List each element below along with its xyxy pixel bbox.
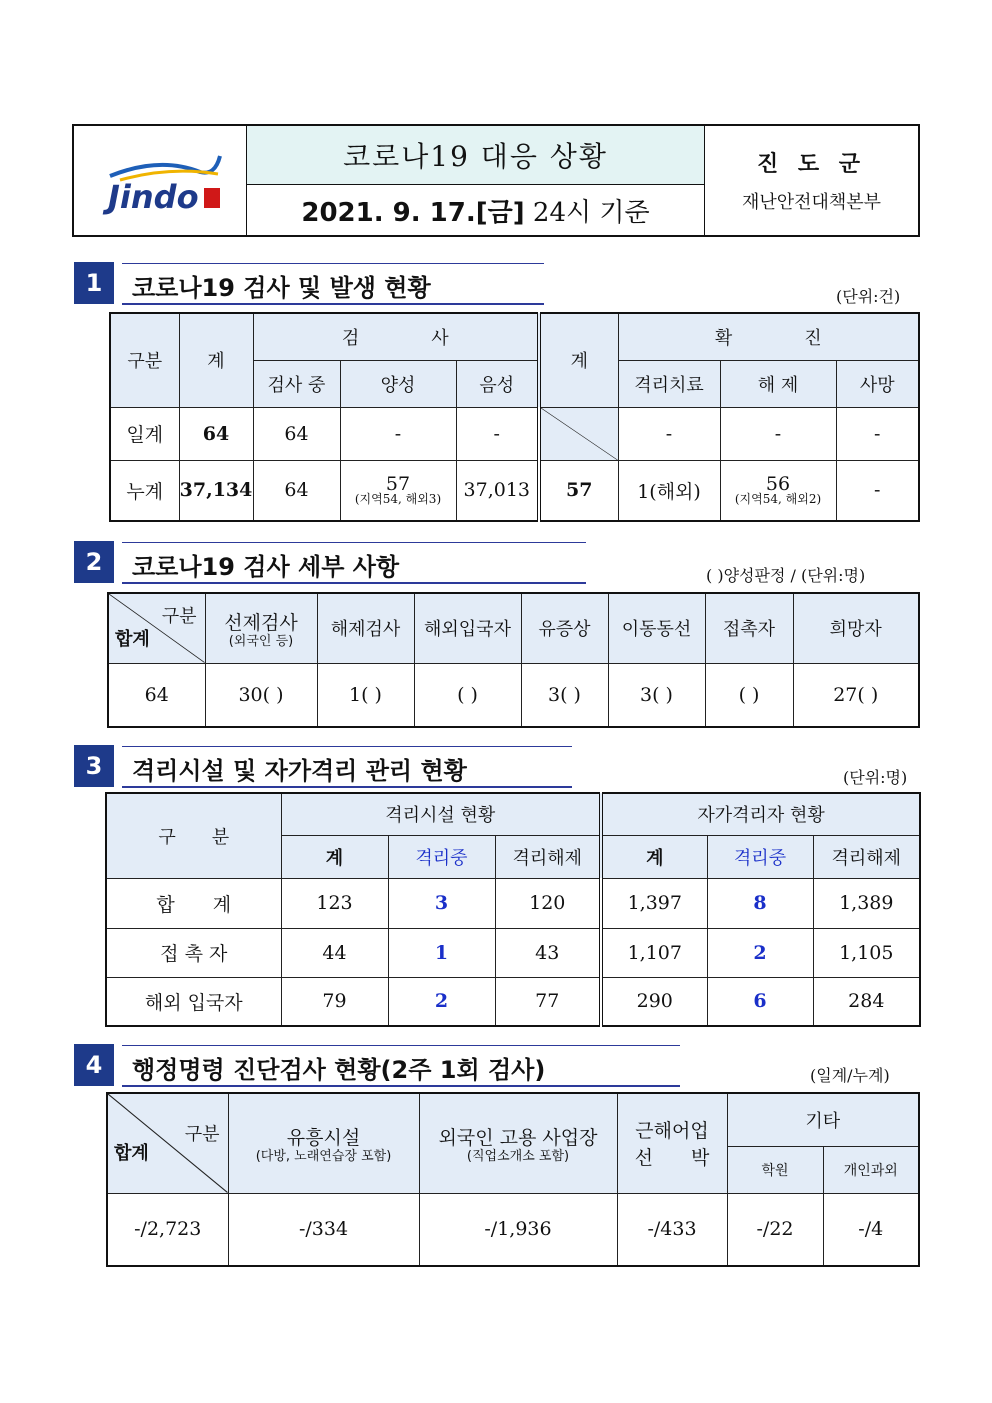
col-voluntary: 희망자 xyxy=(793,593,919,663)
cell: 120 xyxy=(495,878,601,928)
cell: 1,389 xyxy=(813,878,920,928)
section-title: 코로나19 검사 및 발생 현황 xyxy=(122,263,544,305)
cell: 3( ) xyxy=(521,663,608,727)
sub-label: (다방, 노래연습장 포함) xyxy=(255,1149,392,1165)
unit-label: (일계/누계) xyxy=(810,1066,890,1085)
col-isolation: 격리치료 xyxy=(618,360,720,407)
col-positive: 양성 xyxy=(340,360,456,407)
report-header xyxy=(72,124,920,237)
unit-label: (단위:건) xyxy=(836,287,901,306)
section-title: 행정명령 진단검사 현황(2주 1회 검사) xyxy=(122,1045,680,1087)
sub-label: (외국인 등) xyxy=(228,634,294,650)
cell: -/4 xyxy=(823,1193,919,1266)
row-label: 합 계 xyxy=(106,878,281,928)
table-row xyxy=(110,460,919,521)
section-number: 2 xyxy=(74,541,114,583)
cell: 1(해외) xyxy=(618,460,720,521)
col-private-tutoring: 개인과외 xyxy=(823,1146,919,1193)
col-gubun: 구 분 xyxy=(106,793,281,878)
col-negative: 음성 xyxy=(456,360,539,407)
sub-label: (직업소개소 포함) xyxy=(466,1149,570,1165)
gubun-label: 구분 xyxy=(184,1124,220,1145)
table-row xyxy=(110,407,919,460)
diagonal-header xyxy=(108,593,205,663)
cell: -/433 xyxy=(617,1193,727,1266)
col-academy: 학원 xyxy=(727,1146,823,1193)
total-label: 합계 xyxy=(115,628,150,650)
cell: 2 xyxy=(388,977,495,1026)
cell: 37,134 xyxy=(179,460,253,521)
cell: 1,397 xyxy=(601,878,707,928)
cell: - xyxy=(720,407,836,460)
cell: -/1,936 xyxy=(419,1193,617,1266)
cell: - xyxy=(456,407,539,460)
gubun-label: 구분 xyxy=(161,606,197,627)
col-test: 검 사 xyxy=(253,313,539,360)
col-entertainment xyxy=(228,1093,419,1193)
cell: 1( ) xyxy=(317,663,414,727)
cell: 6 xyxy=(707,977,813,1026)
col-etc: 기타 xyxy=(727,1093,919,1146)
cell: 1 xyxy=(388,928,495,977)
cell: -/334 xyxy=(228,1193,419,1266)
cell: 64 xyxy=(253,407,340,460)
col-released: 해 제 xyxy=(720,360,836,407)
table-row xyxy=(106,878,920,928)
admin-order-table xyxy=(106,1092,920,1267)
value: 56 xyxy=(765,472,791,495)
jindo-logo xyxy=(74,126,247,235)
date-text: 2021. 9. 17.[금] xyxy=(301,197,525,228)
value: 57 xyxy=(385,472,411,495)
time-basis: 24시 기준 xyxy=(524,197,650,228)
cell: 64 xyxy=(253,460,340,521)
cell: ( ) xyxy=(705,663,793,727)
cell: 27( ) xyxy=(793,663,919,727)
col-fishing-vessel xyxy=(617,1093,727,1193)
diagonal-header xyxy=(107,1093,228,1193)
diagonal-cell xyxy=(539,407,618,460)
col-overseas: 해외입국자 xyxy=(414,593,521,663)
cell: 44 xyxy=(281,928,388,977)
col-released: 격리해제 xyxy=(813,835,920,878)
cell: 8 xyxy=(707,878,813,928)
test-detail-table xyxy=(107,592,920,728)
svg-text:Jindo: Jindo xyxy=(108,177,199,216)
table-row xyxy=(108,663,919,727)
cell: -/2,723 xyxy=(107,1193,228,1266)
col-preemptive xyxy=(205,593,317,663)
table-row xyxy=(106,977,920,1026)
quarantine-table xyxy=(105,792,921,1027)
cell: 64 xyxy=(179,407,253,460)
cell: 123 xyxy=(281,878,388,928)
cell: 30( ) xyxy=(205,663,317,727)
label: 선 박 xyxy=(634,1147,710,1170)
row-label: 접 촉 자 xyxy=(106,928,281,977)
unit-label: ( )양성판정 / (단위:명) xyxy=(706,566,866,585)
col-released: 격리해제 xyxy=(495,835,601,878)
col-in-quarantine: 격리중 xyxy=(388,835,495,878)
cell: 3( ) xyxy=(608,663,705,727)
row-label: 일계 xyxy=(110,407,179,460)
col-release-test: 해제검사 xyxy=(317,593,414,663)
row-label: 누계 xyxy=(110,460,179,521)
table-row xyxy=(106,928,920,977)
label: 근해어업 xyxy=(635,1120,709,1143)
col-total: 계 xyxy=(601,835,707,878)
report-date xyxy=(247,185,704,235)
cell: - xyxy=(836,460,919,521)
col-confirmed: 확 진 xyxy=(618,313,919,360)
col-contact: 접촉자 xyxy=(705,593,793,663)
org-name: 진 도 군 xyxy=(756,152,867,177)
dept-name: 재난안전대책본부 xyxy=(741,192,882,213)
row-label: 해외 입국자 xyxy=(106,977,281,1026)
cell: ( ) xyxy=(414,663,521,727)
label: 외국인 고용 사업장 xyxy=(438,1127,598,1150)
cell: 2 xyxy=(707,928,813,977)
col-facility: 격리시설 현황 xyxy=(281,793,601,835)
label: 선제검사 xyxy=(224,612,298,635)
cell: 43 xyxy=(495,928,601,977)
section-title: 코로나19 검사 세부 사항 xyxy=(122,542,586,584)
cell xyxy=(340,460,456,521)
cell: 1,107 xyxy=(601,928,707,977)
cell: -/22 xyxy=(727,1193,823,1266)
section-number: 1 xyxy=(74,262,114,304)
cell: 64 xyxy=(108,663,205,727)
col-death: 사망 xyxy=(836,360,919,407)
cell: 37,013 xyxy=(456,460,539,521)
cell: 3 xyxy=(388,878,495,928)
col-route: 이동동선 xyxy=(608,593,705,663)
report-title: 코로나19 대응 상황 xyxy=(247,126,704,185)
cell xyxy=(720,460,836,521)
test-status-table xyxy=(109,312,920,522)
col-gubun: 구분 xyxy=(110,313,179,407)
sub-value: (지역54, 해외2) xyxy=(734,491,822,506)
col-total: 계 xyxy=(281,835,388,878)
total-label: 합계 xyxy=(114,1142,149,1164)
col-self-quarantine: 자가격리자 현황 xyxy=(601,793,920,835)
cell: 284 xyxy=(813,977,920,1026)
col-foreign-workplace xyxy=(419,1093,617,1193)
col-total: 계 xyxy=(179,313,253,407)
cell: - xyxy=(836,407,919,460)
cell: 290 xyxy=(601,977,707,1026)
section-number: 3 xyxy=(74,745,114,787)
col-in-quarantine: 격리중 xyxy=(707,835,813,878)
cell: - xyxy=(340,407,456,460)
sub-value: (지역54, 해외3) xyxy=(354,491,442,506)
section-title: 격리시설 및 자가격리 관리 현황 xyxy=(122,746,572,788)
table-row xyxy=(107,1193,919,1266)
col-total2: 계 xyxy=(539,313,618,407)
cell: 1,105 xyxy=(813,928,920,977)
label: 유흥시설 xyxy=(286,1127,361,1150)
section-number: 4 xyxy=(74,1044,114,1086)
col-testing: 검사 중 xyxy=(253,360,340,407)
cell: 77 xyxy=(495,977,601,1026)
cell: 57 xyxy=(539,460,618,521)
unit-label: (단위:명) xyxy=(843,768,908,787)
col-symptomatic: 유증상 xyxy=(521,593,608,663)
cell: 79 xyxy=(281,977,388,1026)
cell: - xyxy=(618,407,720,460)
